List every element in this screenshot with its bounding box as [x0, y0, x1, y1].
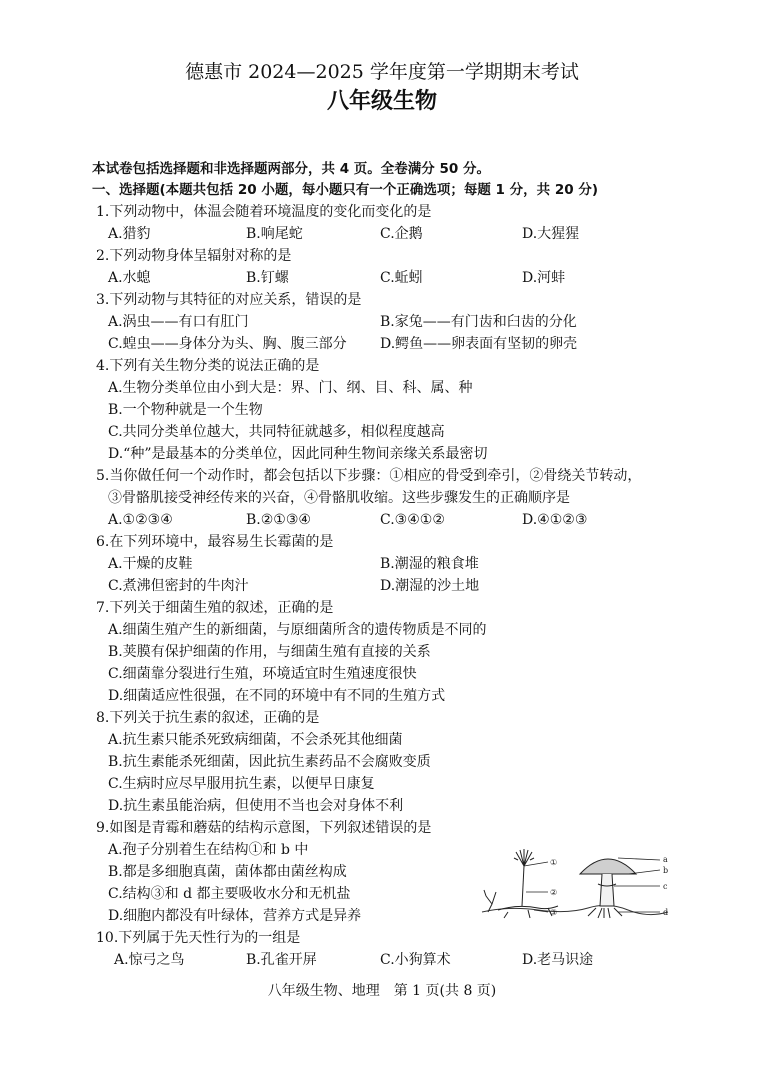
label-b: b [663, 866, 669, 875]
option: D.抗生素虽能治病，但使用不当也会对身体不利 [108, 798, 404, 814]
label-c: c [663, 882, 668, 891]
option: A.惊弓之鸟 [114, 952, 185, 968]
option: C.煮沸但密封的牛肉汁 [108, 578, 249, 594]
ground-line [482, 905, 668, 914]
option: C.细菌靠分裂进行生殖，环境适宜时生殖速度很快 [108, 666, 417, 682]
question-stem: 10.下列属于先天性行为的一组是 [96, 930, 301, 946]
penicillium-drawing [484, 849, 558, 918]
section-heading: 一、选择题(本题共包括 20 小题，每小题只有一个正确选项；每题 1 分，共 20 分) [92, 182, 599, 198]
question-stem: 1.下列动物中，体温会随着环境温度的变化而变化的是 [96, 204, 432, 220]
option: D.鳄鱼——卵表面有坚韧的卵壳 [380, 336, 578, 352]
label-1: ① [550, 858, 558, 867]
option: B.潮湿的粮食堆 [380, 556, 479, 572]
option: A.抗生素只能杀死致病细菌，不会杀死其他细菌 [108, 732, 403, 748]
label-a: a [663, 855, 668, 864]
option: C.小狗算术 [380, 952, 451, 968]
option: C.企鹅 [380, 226, 423, 242]
question-stem: 9.如图是青霉和蘑菇的结构示意图，下列叙述错误的是 [96, 820, 432, 836]
option: C.共同分类单位越大，共同特征就越多，相似程度越高 [108, 424, 445, 440]
question-stem-continued: ③骨骼肌接受神经传来的兴奋，④骨骼肌收缩。这些步骤发生的正确顺序是 [108, 490, 570, 506]
option: B.②①③④ [246, 512, 311, 528]
option: A.生物分类单位由小到大是：界、门、纲、目、科、属、种 [108, 380, 473, 396]
option: A.水螅 [108, 270, 151, 286]
option: A.细菌生殖产生的新细菌，与原细菌所含的遗传物质是不同的 [108, 622, 487, 638]
question-stem: 4.下列有关生物分类的说法正确的是 [96, 358, 320, 374]
exam-subject: 八年级生物 [326, 89, 437, 114]
option: A.涡虫——有口有肛门 [108, 314, 249, 330]
option: B.一个物种就是一个生物 [108, 402, 263, 418]
label-d: d [663, 908, 669, 917]
option: D.“种”是最基本的分类单位，因此同种生物间亲缘关系最密切 [108, 446, 488, 462]
option: B.家兔——有门齿和臼齿的分化 [380, 314, 577, 330]
mushroom-drawing [580, 858, 660, 918]
option: C.生病时应尽早服用抗生素，以便早日康复 [108, 776, 375, 792]
option: B.都是多细胞真菌，菌体都由菌丝构成 [108, 864, 347, 880]
instructions: 本试卷包括选择题和非选择题两部分，共 4 页。全卷满分 50 分。 [92, 161, 490, 177]
question-stem: 2.下列动物身体呈辐射对称的是 [96, 248, 292, 264]
label-3: ③ [550, 908, 558, 917]
option: D.潮湿的沙土地 [380, 578, 480, 594]
question-stem: 5.当你做任何一个动作时，都会包括以下步骤：①相应的骨受到牵引，②骨绕关节转动， [96, 468, 642, 484]
question-stem: 8.下列关于抗生素的叙述，正确的是 [96, 710, 320, 726]
option: D.老马识途 [522, 952, 594, 968]
option: D.④①②③ [522, 512, 588, 528]
option: C.③④①② [380, 512, 445, 528]
question-stem: 3.下列动物与其特征的对应关系，错误的是 [96, 292, 362, 308]
question-stem: 7.下列关于细菌生殖的叙述，正确的是 [96, 600, 334, 616]
option: C.结构③和 d 都主要吸收水分和无机盐 [108, 886, 351, 902]
option: C.蚯蚓 [380, 270, 423, 286]
fungi-structure-figure [478, 846, 688, 922]
exam-title: 德惠市 2024—2025 学年度第一学期期末考试 [185, 61, 579, 83]
option: B.响尾蛇 [246, 226, 303, 242]
question-stem: 6.在下列环境中，最容易生长霉菌的是 [96, 534, 334, 550]
label-2: ② [550, 888, 558, 897]
option: A.①②③④ [108, 512, 173, 528]
option: A.孢子分别着生在结构①和 b 中 [108, 842, 309, 858]
option: D.河蚌 [522, 270, 566, 286]
option: A.干燥的皮鞋 [108, 556, 193, 572]
option: D.细菌适应性很强，在不同的环境中有不同的生殖方式 [108, 688, 446, 704]
option: B.孔雀开屏 [246, 952, 317, 968]
option: B.抗生素能杀死细菌，因此抗生素药品不会腐败变质 [108, 754, 431, 770]
option: B.钉螺 [246, 270, 289, 286]
option: B.荚膜有保护细菌的作用，与细菌生殖有直接的关系 [108, 644, 431, 660]
page-footer: 八年级生物、地理 第 1 页(共 8 页) [267, 983, 497, 999]
option: C.蝗虫——身体分为头、胸、腹三部分 [108, 336, 347, 352]
option: D.细胞内都没有叶绿体，营养方式是异养 [108, 908, 362, 924]
option: D.大猩猩 [522, 226, 580, 242]
option: A.猎豹 [108, 226, 151, 242]
